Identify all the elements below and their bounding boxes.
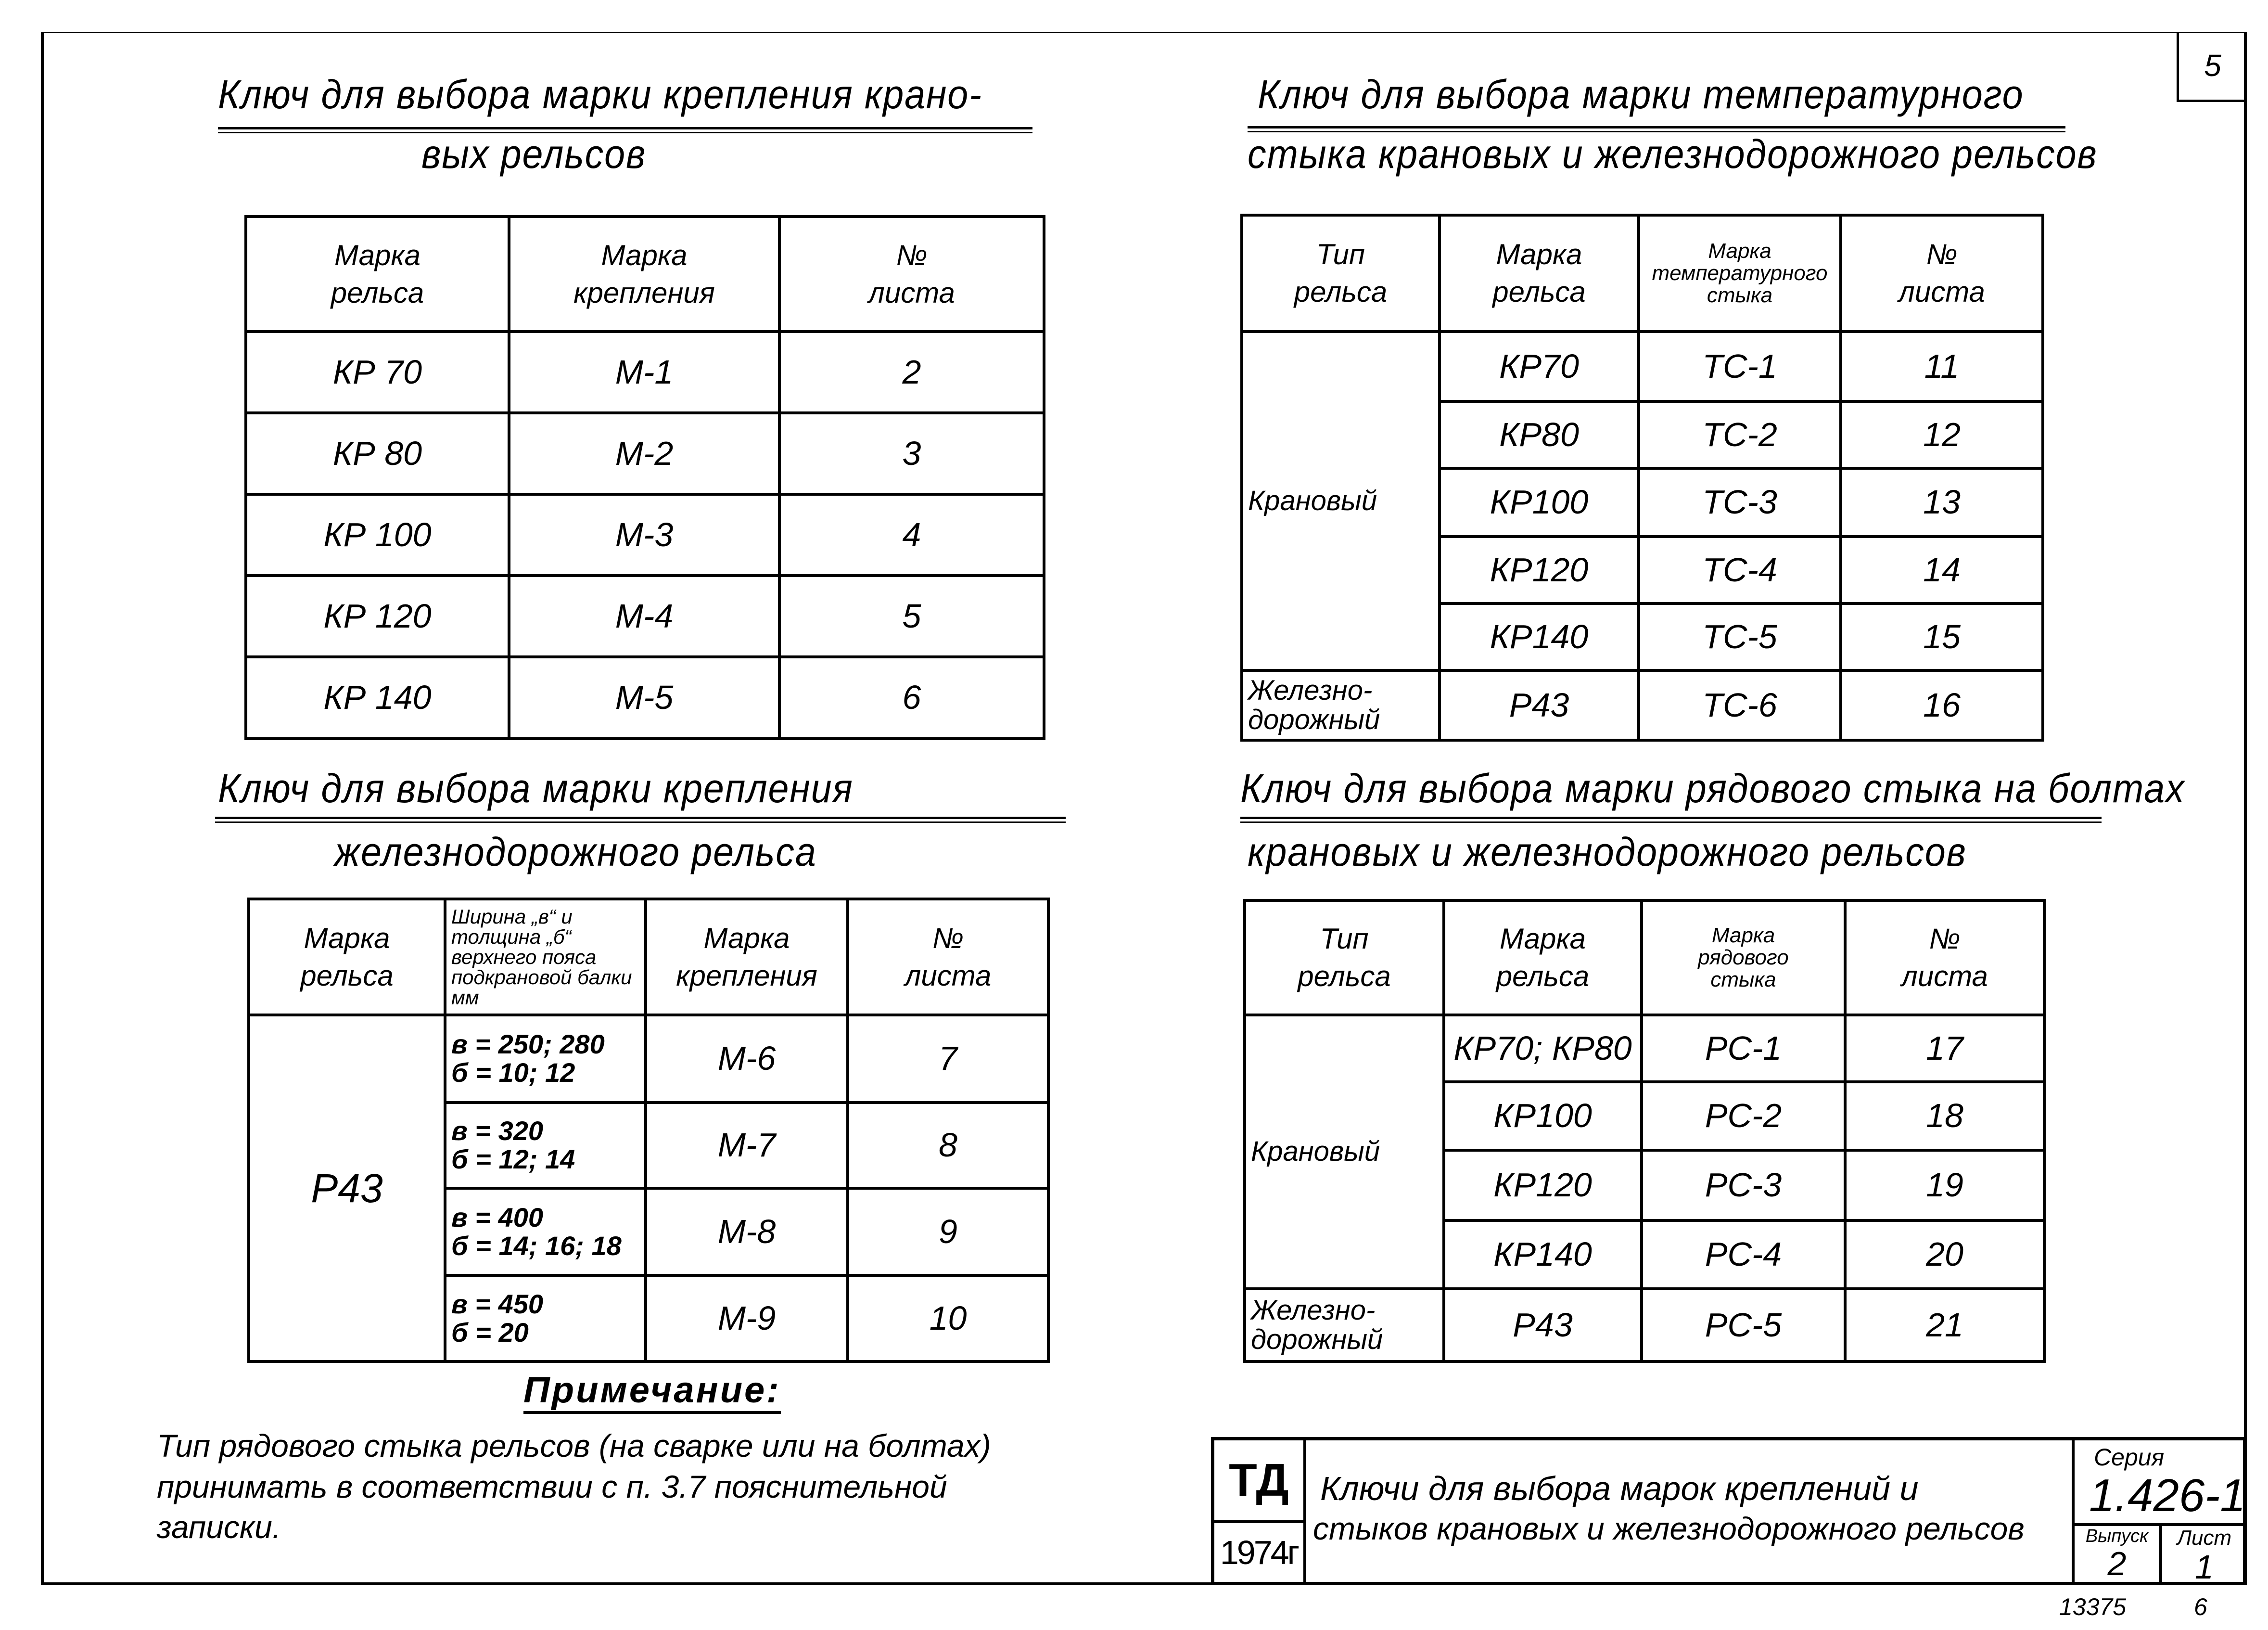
table-cell: М-2 [509,413,779,494]
table-cell: КР120 [1440,537,1639,603]
table-cell: РС-2 [1642,1082,1845,1150]
table-cell: 19 [1845,1150,2044,1220]
sheet-value: 1 [2195,1548,2214,1586]
table-cell: 14 [1841,537,2043,603]
table-cell: М-5 [509,657,779,739]
table-row [246,413,1044,494]
table4-title-line1: Ключ для выбора марки рядового стыка на болтах [1240,766,2185,811]
table-cell: КР70 [1440,332,1639,401]
year: 1974г [1214,1523,1306,1582]
issue-cell [2072,1526,2162,1582]
title-underline [215,817,1066,823]
column-header: Марка рельса [1440,215,1639,332]
table-cell: М-8 [646,1188,848,1275]
column-header: Марка рядового стыка [1642,900,1845,1015]
title-block [1211,1437,2246,1585]
table-cell: Р43 [1444,1289,1642,1361]
note-heading: Примечание: [523,1369,781,1414]
table-cell: в = 320 б = 12; 14 [445,1103,646,1188]
table-cell: КР140 [1444,1220,1642,1289]
rail-type-cell: Железно- дорожный [1245,1289,1444,1361]
table-row [1242,670,2043,740]
table1-title-line2: вых рельсов [421,131,647,177]
issue-label: Выпуск [2085,1526,2149,1546]
frame-right-edge [2244,32,2247,1585]
table-cell: 15 [1841,603,2043,670]
page-number: 5 [2177,32,2246,102]
table-row [1242,332,2043,401]
table-row [246,657,1044,739]
table-cell: 18 [1845,1082,2044,1150]
column-header: Марка крепления [509,217,779,332]
header-row [246,217,1044,332]
series-value: 1.426-1 [2089,1470,2246,1521]
column-header: Тип рельса [1242,215,1440,332]
series-cell [2072,1440,2246,1526]
table-row [246,576,1044,657]
table-cell: ТС-3 [1639,468,1841,537]
table-cell: 10 [848,1275,1048,1361]
header-row [249,899,1048,1015]
table-cell: РС-1 [1642,1015,1845,1082]
table-cell: 16 [1841,670,2043,740]
table-cell: ТС-1 [1639,332,1841,401]
table-cell: 13 [1841,468,2043,537]
note-line: принимать в соответствии с п. 3.7 пояснительной [157,1469,947,1504]
table-cell: М-7 [646,1103,848,1188]
column-header: № листа [779,217,1044,332]
table-cell: 8 [848,1103,1048,1188]
railway-rail-fastening-table [247,898,1050,1363]
title-underline [1240,817,2102,823]
table-row [246,494,1044,576]
table-cell: 11 [1841,332,2043,401]
table-cell: КР 70 [246,332,509,413]
rail-type-cell: Крановый [1242,332,1440,670]
sheet-cell [2162,1526,2246,1586]
issue-value: 2 [2107,1545,2127,1582]
column-header: № листа [848,899,1048,1015]
table-cell: КР 120 [246,576,509,657]
table-cell: 7 [848,1015,1048,1103]
column-header: № листа [1845,900,2044,1015]
table-cell: 20 [1845,1220,2044,1289]
series-label: Серия [2094,1444,2165,1471]
drawing-title-line2: стыков крановых и железнодорожного рельсов [1313,1511,2025,1546]
table-cell: КР80 [1440,401,1639,468]
column-header: Марка рельса [249,899,445,1015]
doc-number: 13375 [2059,1593,2127,1620]
column-header: Тип рельса [1245,900,1444,1015]
temperature-joint-table [1240,214,2044,742]
table-cell: ТС-4 [1639,537,1841,603]
table-row [246,332,1044,413]
footer-page: 6 [2194,1593,2207,1620]
table-cell: ТС-5 [1639,603,1841,670]
table-cell: КР 80 [246,413,509,494]
column-header: Марка температурного стыка [1639,215,1841,332]
crane-rail-fastening-table [244,215,1045,740]
table-cell: КР120 [1444,1150,1642,1220]
table-cell: КР70; КР80 [1444,1015,1642,1082]
table-cell: 9 [848,1188,1048,1275]
table-cell: 4 [779,494,1044,576]
column-header: Марка крепления [646,899,848,1015]
table4-title-line2: крановых и железнодорожного рельсов [1248,829,1967,874]
note-line: записки. [157,1509,281,1545]
table-cell: М-1 [509,332,779,413]
table-cell: М-4 [509,576,779,657]
table-cell: КР100 [1440,468,1639,537]
table-cell: ТС-2 [1639,401,1841,468]
table-cell: КР 140 [246,657,509,739]
column-header: Марка рельса [246,217,509,332]
table-row [1245,1289,2044,1361]
table2-title-line1: Ключ для выбора марки крепления [218,766,854,811]
table-cell: 5 [779,576,1044,657]
table-cell: РС-3 [1642,1150,1845,1220]
table-cell: 2 [779,332,1044,413]
header-row [1245,900,2044,1015]
org-code: ТД [1214,1440,1306,1523]
table-cell: в = 400 б = 14; 16; 18 [445,1188,646,1275]
table-cell: М-9 [646,1275,848,1361]
bolted-joint-table [1243,899,2046,1363]
column-header: Ширина „в“ и толщина „б“ верхнего пояса подкрановой балки мм [445,899,646,1015]
note-line: Тип рядового стыка рельсов (на сварке или на болтах) [157,1428,991,1463]
drawing-title-line1: Ключи для выбора марок креплений и [1320,1470,1919,1507]
rail-type-cell: Железно- дорожный [1242,670,1440,740]
table-cell: 21 [1845,1289,2044,1361]
table-cell: КР 100 [246,494,509,576]
table2-title-line2: железнодорожного рельса [334,829,817,874]
table-cell: М-3 [509,494,779,576]
rail-type-cell: Крановый [1245,1015,1444,1289]
table-cell: РС-4 [1642,1220,1845,1289]
table-cell: 17 [1845,1015,2044,1082]
sheet-label: Лист [2177,1526,2232,1550]
table-cell: 3 [779,413,1044,494]
rail-type-cell: Р43 [249,1015,445,1361]
table3-title-line1: Ключ для выбора марки температурного [1258,72,2024,117]
table-cell: 6 [779,657,1044,739]
table-row [249,1015,1048,1103]
column-header: Марка рельса [1444,900,1642,1015]
table-cell: в = 450 б = 20 [445,1275,646,1361]
column-header: № листа [1841,215,2043,332]
table-cell: в = 250; 280 б = 10; 12 [445,1015,646,1103]
header-row [1242,215,2043,332]
table-cell: РС-5 [1642,1289,1845,1361]
table-cell: М-6 [646,1015,848,1103]
table1-title-line1: Ключ для выбора марки крепления крано- [218,72,982,117]
table-cell: Р43 [1440,670,1639,740]
table3-title-line2: стыка крановых и железнодорожного рельсов [1248,131,2098,177]
table-cell: КР140 [1440,603,1639,670]
table-cell: 12 [1841,401,2043,468]
table-cell: КР100 [1444,1082,1642,1150]
table-cell: ТС-6 [1639,670,1841,740]
table-row [1245,1015,2044,1082]
